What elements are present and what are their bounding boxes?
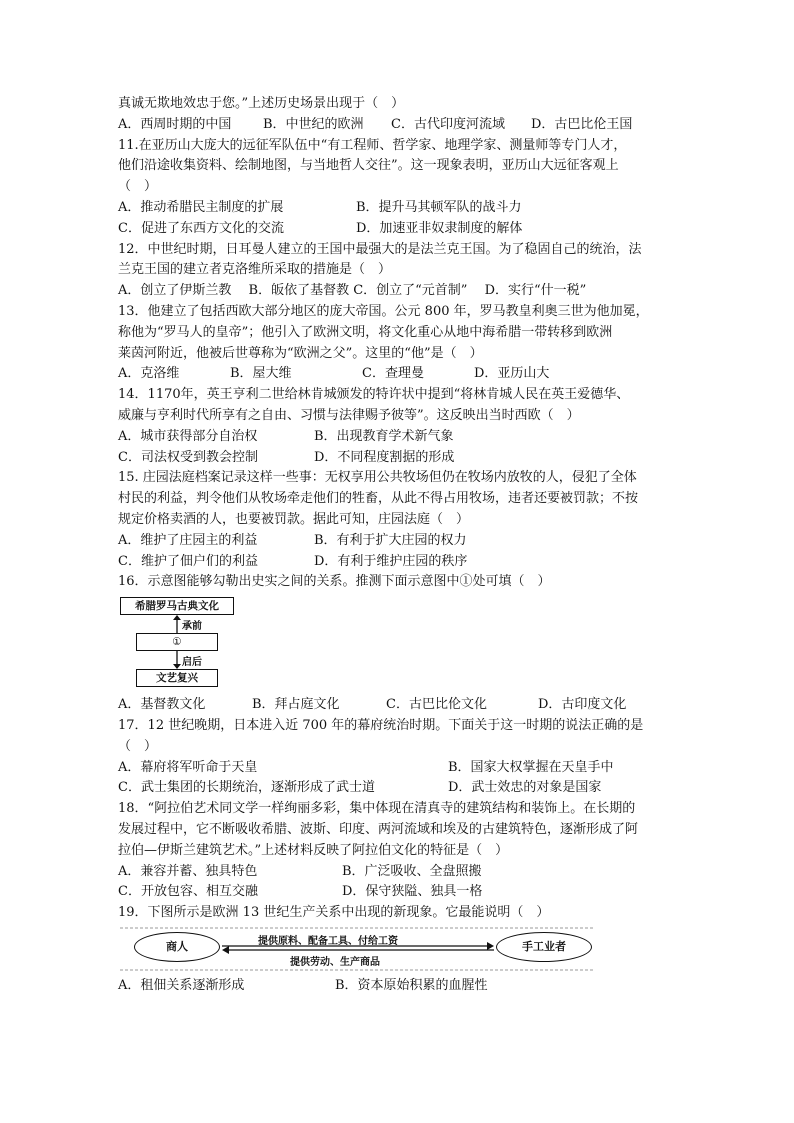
- option-a: A．克洛维: [118, 366, 180, 382]
- craftsman-node: 手工业者: [496, 932, 592, 962]
- q19-options-ab: [118, 976, 678, 997]
- q15-stem: 15. 庄园法庭档案记录这样一些事：无权享用公共牧场但仍在牧场内放牧的人，侵犯了全体: [118, 470, 637, 486]
- option-b: B．国家大权掌握在天皇手中: [448, 759, 614, 775]
- arrow-right-label: 提供原料、配备工具、付给工资: [258, 935, 398, 947]
- q14-options-cd: [118, 448, 678, 469]
- q11-options-ab: [118, 198, 678, 219]
- q17-options-cd: [118, 778, 678, 799]
- option-c: C．促进了东西方文化的交流: [118, 220, 284, 236]
- arrow-left-label: 提供劳动、生产商品: [290, 956, 380, 968]
- q16-stem: 16．示意图能够勾勒出史实之间的关系。推测下面示意图中①处可填（ ）: [118, 574, 551, 590]
- q14-stem: 14．1170年，英王亨利二世给林肯城颁发的特许状中提到“将林肯城人民在英王爱德华、: [118, 387, 630, 403]
- q16-diagram: [118, 595, 678, 689]
- q11-stem: 他们沿途收集资料、绘制地图，与当地哲人交往”。这一现象表明，亚历山大远征客观上: [118, 158, 619, 174]
- option-d: D．有利于维护庄园的秩序: [314, 553, 468, 569]
- option-b: B．出现教育学术新气象: [314, 428, 454, 444]
- option-a: A．幕府将军听命于天皇: [118, 759, 258, 775]
- q11-options-cd: [118, 219, 678, 240]
- option-a: A．维护了庄园主的利益: [118, 532, 258, 548]
- option-d: D．不同程度割据的形成: [314, 449, 455, 465]
- option-a: A．城市获得部分自治权: [118, 428, 258, 444]
- option-a: A．租佃关系逐渐形成: [118, 977, 245, 993]
- option-d: D．古印度文化: [538, 697, 627, 713]
- q15-stem: 规定价格卖酒的人，也要被罚款。据此可知，庄园法庭（ ）: [118, 511, 470, 527]
- q15-options-ab: [118, 531, 678, 552]
- q13-stem: 莱茵河附近，他被后世尊称为“欧洲之父”。这里的“他”是（ ）: [118, 345, 483, 361]
- diagram-box-top: 希腊罗马古典文化: [120, 597, 234, 615]
- q13-stem: 称他为“罗马人的皇帝”；他引入了欧洲文明，将文化重心从地中海希腊一带转移到欧洲: [118, 324, 613, 340]
- option-c: C．武士集团的长期统治，逐渐形成了武士道: [118, 780, 375, 796]
- option-c: C．古代印度河流域: [391, 116, 505, 132]
- q18-stem: 拉伯—伊斯兰建筑艺术。”上述材料反映了阿拉伯文化的特征是（ ）: [118, 842, 509, 858]
- option-d: D．亚历山大: [474, 366, 550, 382]
- q14-stem: 威廉与亨利时代所享有之自由、习惯与法律赐予彼等”。这反映出当时西欧（ ）: [118, 407, 580, 423]
- option-b: B．资本原始积累的血腥性: [335, 977, 488, 993]
- q17-stem: 17．12 世纪晚期，日本进入近 700 年的幕府统治时期。下面关于这一时期的说法正确的是: [118, 717, 644, 733]
- option-d: D．保守狭隘、独具一格: [342, 884, 483, 900]
- option-b: B．有利于扩大庄园的权力: [314, 532, 467, 548]
- option-b: B．提升马其顿军队的战斗力: [356, 199, 522, 215]
- option-a: A．推动希腊民主制度的扩展: [118, 199, 284, 215]
- up-arrow-label: 承前: [182, 621, 202, 633]
- q15-options-cd: [118, 552, 678, 573]
- q17-stem: （ ）: [118, 738, 158, 754]
- q15-stem: 村民的利益，判令他们从牧场牵走他们的牲畜，从此不得占用牧场，违者还要被罚款；不按: [118, 491, 639, 507]
- q11-stem: （ ）: [118, 179, 158, 195]
- option-c: C．司法权受到教会控制: [118, 449, 258, 465]
- q13-options: [118, 364, 678, 385]
- option-c: C．维护了佃户们的利益: [118, 553, 258, 569]
- option-c: C．古巴比伦文化: [386, 697, 487, 713]
- q11-stem: 11.在亚历山大庞大的远征军队伍中“有工程师、哲学家、地理学家、测量师等专门人才，: [118, 137, 627, 153]
- q12-stem: 兰克王国的建立者克洛维所采取的措施是（ ）: [118, 262, 392, 278]
- option-b: B．广泛吸收、全盘照搬: [342, 863, 482, 879]
- q18-stem: 18．“阿拉伯艺术同文学一样绚丽多彩，集中体现在清真寺的建筑结构和装饰上。在长期的: [118, 801, 636, 817]
- option-c: C．开放包容、相互交融: [118, 884, 258, 900]
- option-a: A．西周时期的中国: [118, 116, 232, 132]
- q10-stem-end: 真诚无欺地效忠于您。”上述历史场景出现于（ ）: [118, 96, 405, 111]
- q14-options-ab: [118, 427, 678, 448]
- option-d: D．武士效忠的对象是国家: [448, 780, 602, 796]
- q16-options: [118, 695, 678, 716]
- option-b: B．屋大维: [230, 366, 292, 382]
- q12-stem: 12．中世纪时期，日耳曼人建立的王国中最强大的是法兰克王国。为了稳固自己的统治，法: [118, 241, 642, 257]
- option-d: D．加速亚非奴隶制度的解体: [356, 220, 523, 236]
- option-b: B．中世纪的欧洲: [263, 116, 364, 132]
- q13-stem: 13．他建立了包括西欧大部分地区的庞大帝国。公元 800 年，罗马教皇利奥三世为他加冕，: [118, 303, 649, 319]
- exam-page: [118, 94, 678, 997]
- down-arrow-label: 启后: [182, 657, 202, 669]
- option-d: D．古巴比伦王国: [531, 116, 633, 132]
- diagram-box-middle: ①: [136, 633, 218, 651]
- q18-stem: 发展过程中，它不断吸收希腊、波斯、印度、两河流域和埃及的古建筑特色，逐渐形成了阿: [118, 821, 639, 837]
- diagram-box-bottom: 文艺复兴: [136, 669, 218, 687]
- q18-options-ab: [118, 862, 678, 883]
- q17-options-ab: [118, 758, 678, 779]
- option-a: A．兼容并蓄、独具特色: [118, 863, 258, 879]
- option-b: B．拜占庭文化: [252, 697, 340, 713]
- q10-options: [118, 115, 678, 136]
- merchant-node: 商人: [134, 932, 220, 962]
- q12-options: A．创立了伊斯兰教 B．皈依了基督教 C．创立了“元首制” D．实行“什一税”: [118, 283, 587, 299]
- option-a: A．基督教文化: [118, 697, 206, 713]
- q18-options-cd: [118, 882, 678, 903]
- q19-stem: 19．下图所示是欧洲 13 世纪生产关系中出现的新现象。它最能说明（ ）: [118, 905, 550, 921]
- q19-diagram: [118, 926, 678, 972]
- option-c: C．查理曼: [362, 366, 424, 382]
